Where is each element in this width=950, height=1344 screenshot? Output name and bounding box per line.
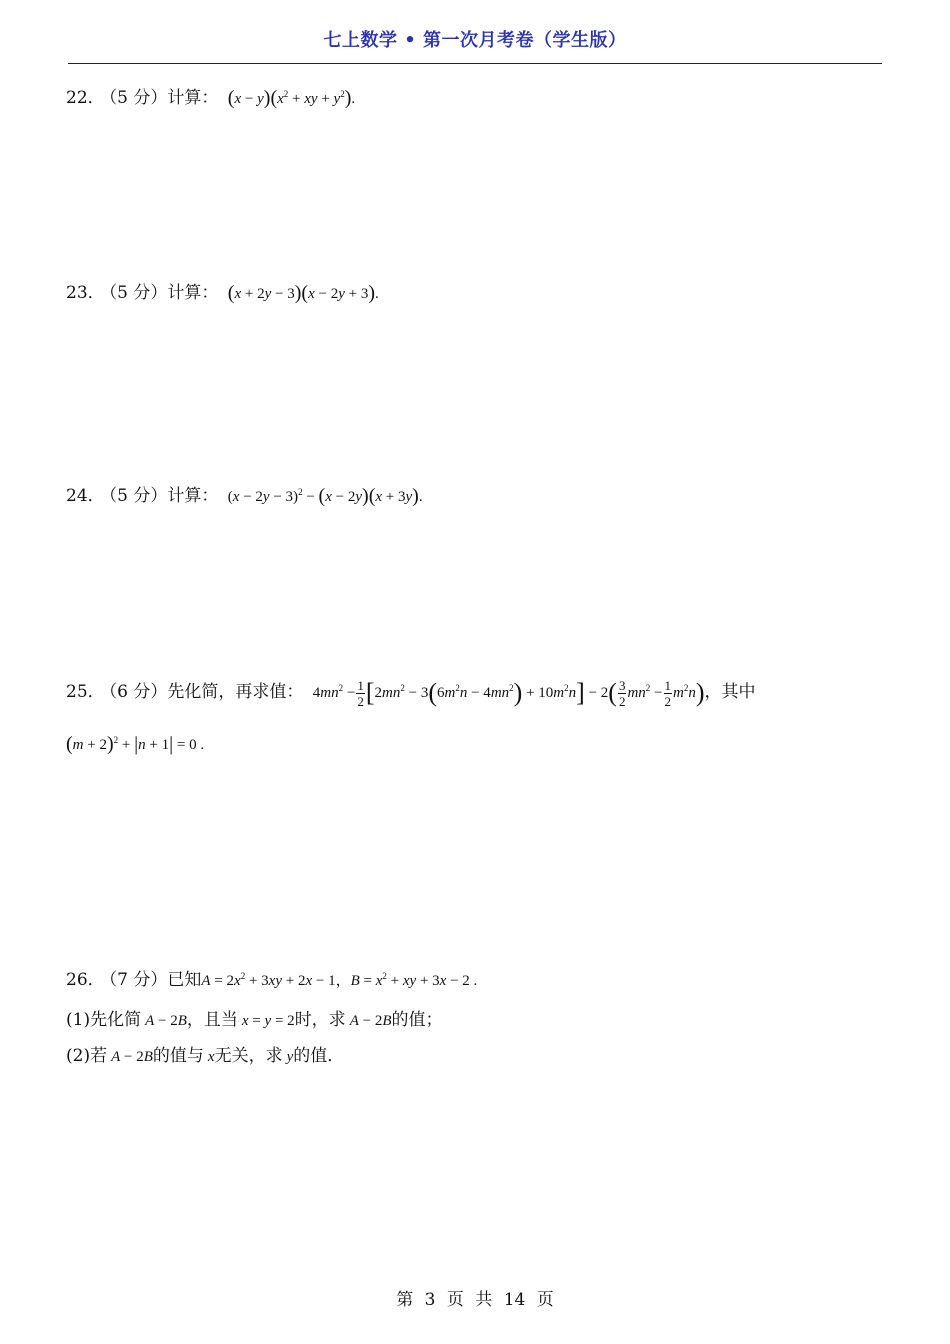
question-26 xyxy=(66,964,477,993)
question-25-condition xyxy=(66,728,204,757)
question-score: （5 分） xyxy=(108,283,168,303)
question-25 xyxy=(66,676,756,709)
question-26-part-2 xyxy=(66,1044,344,1069)
header-rule xyxy=(68,63,882,64)
question-text: 计算： xyxy=(167,283,219,303)
question-text: 已知 xyxy=(167,970,202,990)
question-number: 26． xyxy=(66,970,105,990)
math-expression: $(x - 2y - 3)^2 - (x - 2y)(x + 3y)$. xyxy=(227,485,423,507)
question-text: 先化简，再求值： xyxy=(167,682,304,702)
math-expression: $(m + 2)^2 + |n + 1| = 0$ . xyxy=(66,733,205,755)
page-header: 七上数学 • 第一次月考卷（学生版） xyxy=(323,30,627,51)
page-footer: 第 3 页 共 14 页 xyxy=(396,1290,554,1310)
question-number: 24． xyxy=(66,486,105,506)
question-tail: ，其中 xyxy=(704,682,756,702)
part-text: 无关，求 xyxy=(214,1046,283,1066)
part-text: ，且当 xyxy=(186,1010,238,1030)
math-expression: $4mn^2$ − $\frac{1}{2}$ $[2mn^2 - 3(6m^2n - 4mn^2) + 10m^2n] - 2$( $\frac{3}{2}$ $mn^2$ − $\frac{1}{2}$ $m^2n$) xyxy=(312,678,705,710)
math-expression: $A = 2x^2 + 3xy + 2x - 1$，$B = x^2$ + xy + 3x − 2 . xyxy=(201,971,478,989)
part-text: 的值； xyxy=(391,1010,443,1030)
question-22 xyxy=(66,82,355,111)
question-23 xyxy=(66,281,379,306)
question-26-part-1 xyxy=(66,1008,443,1033)
question-number: 25． xyxy=(66,682,105,702)
math-expression: y xyxy=(286,1049,294,1065)
question-score: （6 分） xyxy=(108,682,168,702)
question-score: （7 分） xyxy=(108,970,168,990)
question-score: （5 分） xyxy=(108,88,168,108)
question-24 xyxy=(66,480,423,509)
math-expression: x = y = 2 xyxy=(241,1013,295,1029)
question-number: 22． xyxy=(66,88,105,108)
part-text: (2)若 xyxy=(66,1046,108,1066)
question-text: 计算： xyxy=(167,486,219,506)
part-text: 时，求 xyxy=(294,1010,346,1030)
math-expression: x xyxy=(207,1049,215,1065)
math-expression: $(x - y)(x^2$ + xy + $y^2$). xyxy=(227,87,356,109)
part-text: 的值． xyxy=(293,1046,345,1066)
question-score: （5 分） xyxy=(108,486,168,506)
math-expression: A − 2B xyxy=(145,1013,187,1029)
math-expression: A − 2B xyxy=(111,1049,153,1065)
part-text: 的值与 xyxy=(152,1046,204,1066)
math-expression: A − 2B xyxy=(349,1013,392,1029)
question-number: 23． xyxy=(66,283,105,303)
part-text: (1)先化简 xyxy=(66,1010,142,1030)
math-expression: (x + 2y − 3)(x − 2y + 3). xyxy=(227,282,379,304)
question-text: 计算： xyxy=(167,88,219,108)
